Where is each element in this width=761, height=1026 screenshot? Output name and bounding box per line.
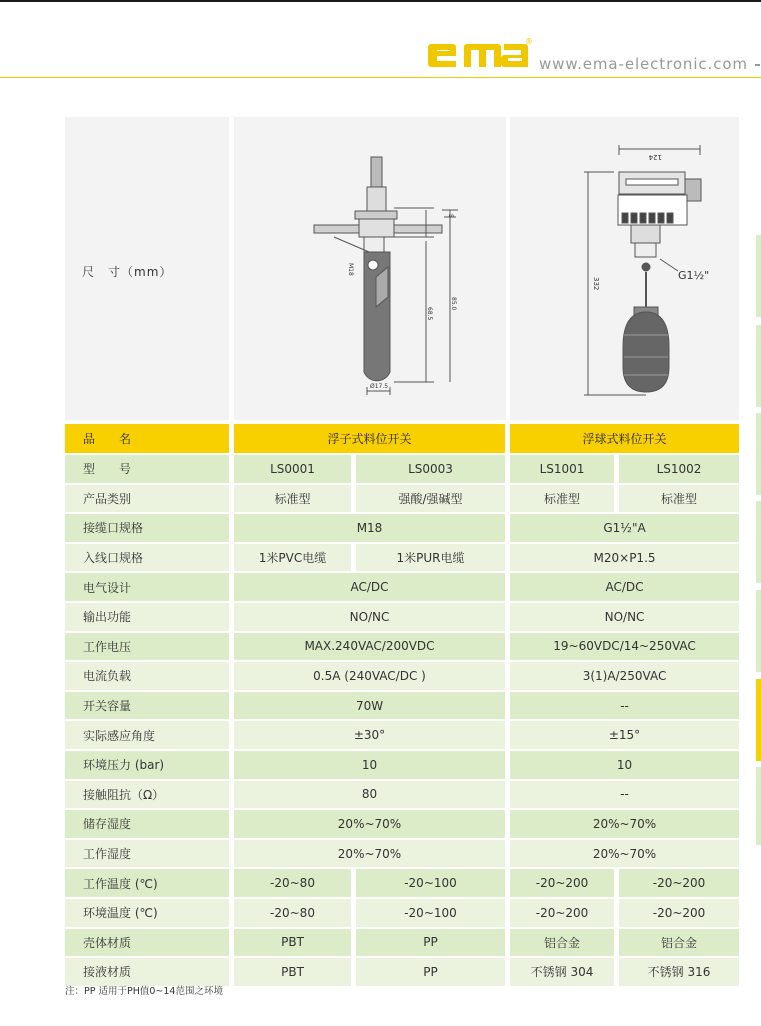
website-url[interactable]: www.ema-electronic.com [539, 55, 748, 73]
table-row [65, 929, 739, 959]
side-tab[interactable] [756, 767, 761, 845]
table-cell: 标准型 [619, 485, 739, 515]
side-tab[interactable] [756, 413, 761, 495]
table-cell: ±30° [234, 721, 510, 751]
table-cell: -- [510, 692, 739, 722]
row-label: 工作温度 (℃) [65, 869, 234, 899]
table-cell: 强酸/强碱型 [356, 485, 510, 515]
row-label: 环境温度 (℃) [65, 899, 234, 929]
side-tab[interactable] [756, 235, 761, 317]
ema-logo [428, 36, 528, 70]
footnote: 注：PP 适用于PH值0~14范围之环境 [65, 986, 223, 997]
header-label: 品 名 [65, 424, 234, 455]
thread-label: G1½" [678, 269, 710, 282]
table-cell: M18 [234, 514, 510, 544]
table-cell: AC/DC [234, 573, 510, 603]
dim-5: 5 [447, 214, 454, 218]
row-label: 输出功能 [65, 603, 234, 633]
row-label: 开关容量 [65, 692, 234, 722]
table-cell: 1米PVC电缆 [234, 544, 356, 574]
table-cell: 不锈钢 304 [510, 958, 619, 988]
row-label: 环境压力 (bar) [65, 751, 234, 781]
ball-float-switch-drawing [510, 117, 739, 420]
table-cell: 标准型 [234, 485, 356, 515]
table-cell: -- [510, 781, 739, 811]
top-border [0, 0, 761, 2]
table-cell: -20~100 [356, 899, 510, 929]
table-cell: 19~60VDC/14~250VAC [510, 633, 739, 663]
table-cell: PP [356, 929, 510, 959]
table-row [65, 781, 739, 811]
table-cell: 20%~70% [510, 810, 739, 840]
table-cell: -20~80 [234, 869, 356, 899]
table-cell: NO/NC [510, 603, 739, 633]
row-label: 型 号 [65, 455, 234, 485]
table-cell: 20%~70% [234, 840, 510, 870]
table-cell: -20~80 [234, 899, 356, 929]
table-cell: LS0001 [234, 455, 356, 485]
table-cell: 铝合金 [619, 929, 739, 959]
dim-68-5: 68.5 [426, 307, 433, 321]
table-cell: 1米PUR电缆 [356, 544, 510, 574]
table-cell: 10 [510, 751, 739, 781]
table-row [65, 455, 739, 485]
table-cell: G1½"A [510, 514, 739, 544]
row-label: 电气设计 [65, 573, 234, 603]
row-label: 接触阻抗（Ω） [65, 781, 234, 811]
row-label: 入线口规格 [65, 544, 234, 574]
row-label: 电流负载 [65, 662, 234, 692]
table-cell: PBT [234, 929, 356, 959]
header-rule [0, 77, 761, 78]
side-tab-active[interactable] [756, 679, 761, 761]
dim-124: 124 [648, 153, 662, 161]
dim-332: 332 [592, 277, 600, 291]
float-switch-drawing [234, 117, 506, 420]
table-row [65, 840, 739, 870]
table-cell: LS0003 [356, 455, 510, 485]
table-cell: PP [356, 958, 510, 988]
side-tab[interactable] [756, 325, 761, 407]
table-cell: PBT [234, 958, 356, 988]
table-cell: 铝合金 [510, 929, 619, 959]
spec-table [65, 424, 739, 988]
row-label: 储存湿度 [65, 810, 234, 840]
table-cell: ±15° [510, 721, 739, 751]
table-cell: 标准型 [510, 485, 619, 515]
table-cell: -20~100 [356, 869, 510, 899]
table-cell: -20~200 [619, 899, 739, 929]
row-label: 接缆口规格 [65, 514, 234, 544]
table-cell: AC/DC [510, 573, 739, 603]
side-tab[interactable] [756, 501, 761, 583]
table-row [65, 544, 739, 574]
table-row [65, 899, 739, 929]
table-cell: 20%~70% [234, 810, 510, 840]
table-cell: -20~200 [619, 869, 739, 899]
row-label: 壳体材质 [65, 929, 234, 959]
table-row [65, 692, 739, 722]
table-cell: MAX.240VAC/200VDC [234, 633, 510, 663]
table-cell: NO/NC [234, 603, 510, 633]
dimension-label: 尺 寸（mm） [82, 265, 173, 279]
dim-17-5: Ø17.5 [370, 383, 389, 390]
table-row [65, 573, 739, 603]
row-label: 工作湿度 [65, 840, 234, 870]
table-cell: 0.5A (240VAC/DC ) [234, 662, 510, 692]
dim-85: 85.0 [450, 297, 457, 311]
table-cell: 20%~70% [510, 840, 739, 870]
table-cell: LS1001 [510, 455, 619, 485]
table-cell: 80 [234, 781, 510, 811]
row-label: 实际感应角度 [65, 721, 234, 751]
table-cell: 10 [234, 751, 510, 781]
table-cell: -20~200 [510, 869, 619, 899]
table-cell: 3(1)A/250VAC [510, 662, 739, 692]
table-row [65, 514, 739, 544]
table-cell: 不锈钢 316 [619, 958, 739, 988]
header-group1: 浮子式料位开关 [234, 424, 510, 455]
table-row [65, 869, 739, 899]
dim-m18: M18 [347, 263, 354, 276]
row-label: 工作电压 [65, 633, 234, 663]
table-row [65, 751, 739, 781]
header-dash [755, 64, 760, 66]
header-group2: 浮球式料位开关 [510, 424, 739, 455]
table-cell: LS1002 [619, 455, 739, 485]
table-row [65, 721, 739, 751]
row-label: 产品类别 [65, 485, 234, 515]
table-row [65, 810, 739, 840]
table-header-row [65, 424, 739, 455]
registered-mark: ® [525, 37, 533, 46]
table-cell: -20~200 [510, 899, 619, 929]
side-tab[interactable] [756, 590, 761, 672]
row-label: 接液材质 [65, 958, 234, 988]
table-row [65, 603, 739, 633]
table-row [65, 485, 739, 515]
table-row [65, 633, 739, 663]
table-cell: M20×P1.5 [510, 544, 739, 574]
table-row [65, 662, 739, 692]
table-cell: 70W [234, 692, 510, 722]
